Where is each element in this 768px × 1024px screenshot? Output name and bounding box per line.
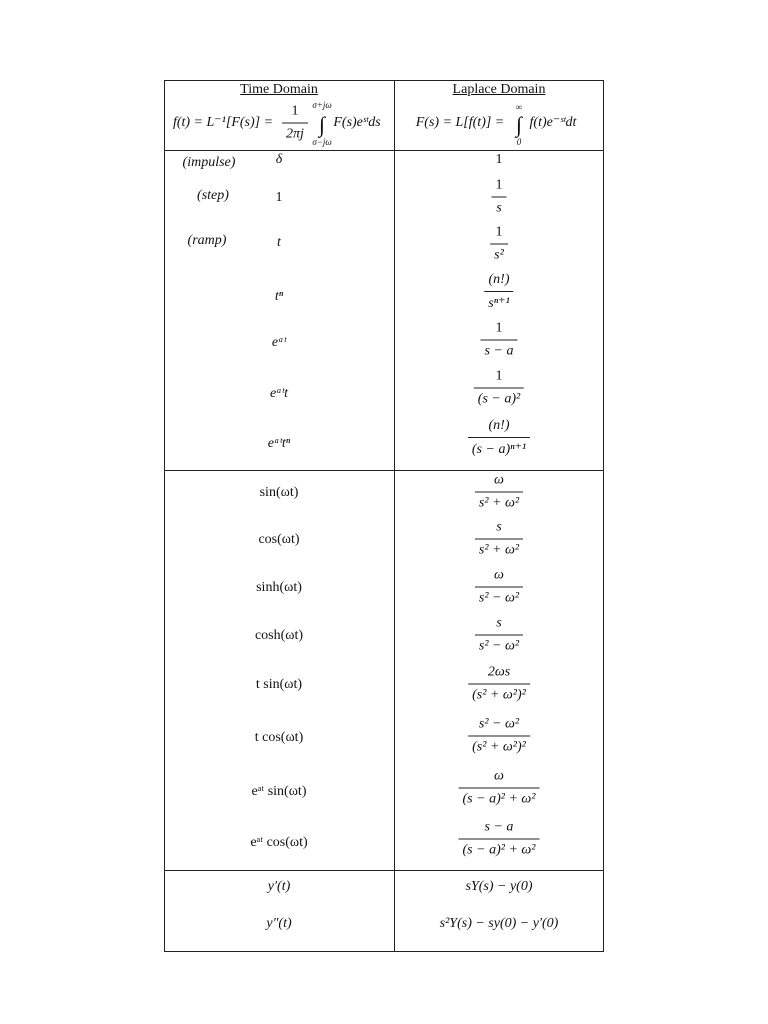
fraction-numerator: s² − ω² [478, 716, 520, 732]
impulse-label: (impulse) [182, 155, 236, 170]
fraction-numerator: 2ωs [487, 664, 511, 680]
fraction-denominator: s² − ω² [478, 638, 520, 654]
fraction-denominator: s² + ω² [478, 542, 520, 558]
header-divider [165, 150, 603, 151]
fraction-numerator: (n!) [488, 418, 510, 433]
time-function: y′(t) [267, 879, 291, 894]
laplace-function: sY(s) − y(0) [465, 879, 533, 894]
inverse-lower-limit: σ−jω [312, 137, 332, 147]
inverse-transform-lhs: f(t) = L⁻¹[F(s)] = [172, 115, 274, 130]
laplace-function: 1 [495, 152, 503, 167]
forward-lower-limit: 0 [516, 137, 522, 147]
laplace-fraction [484, 272, 513, 312]
fraction-numerator: 1 [495, 368, 503, 384]
time-function: eᵃᵗt [269, 386, 289, 401]
time-function: tⁿ [274, 289, 284, 304]
fraction-numerator: s [496, 519, 502, 535]
fraction-denominator: (s² + ω²)² [472, 739, 526, 755]
time-function: eᵃᵗ sin(ωt) [251, 784, 307, 799]
time-function: 1 [275, 190, 283, 205]
inverse-integrand: F(s)eˢᵗds [333, 115, 381, 130]
inverse-coef-numerator: 1 [291, 103, 299, 119]
fraction-numerator: 1 [495, 224, 503, 240]
laplace-fraction [475, 568, 523, 607]
integral-sign-icon: ∫ [515, 112, 523, 137]
fraction-denominator: s² + ω² [478, 495, 520, 511]
fraction-numerator: (n!) [488, 272, 510, 287]
laplace-transform-table [164, 80, 604, 952]
fraction-denominator: s² − ω² [478, 590, 520, 606]
ramp-label: (ramp) [187, 233, 227, 248]
column-divider [394, 81, 395, 951]
time-function: δ [275, 152, 283, 167]
laplace-domain-title: Laplace Domain [452, 82, 546, 97]
forward-integrand: f(t)e⁻ˢᵗdt [529, 115, 577, 130]
inverse-coef-denominator: 2πj [286, 126, 304, 142]
fraction-denominator: (s − a)² + ω² [462, 842, 536, 858]
inverse-upper-limit: σ+jω [312, 100, 332, 110]
laplace-fraction [475, 616, 523, 655]
time-function: eᵃᵗtⁿ [267, 436, 291, 451]
time-domain-title: Time Domain [240, 82, 318, 97]
step-label: (step) [197, 188, 229, 203]
fraction-numerator: s [496, 615, 502, 631]
fraction-numerator: 1 [495, 320, 503, 336]
fraction-denominator: (s − a)ⁿ⁺¹ [471, 442, 527, 457]
fraction-numerator: ω [494, 567, 504, 583]
fraction-denominator: sⁿ⁺¹ [488, 296, 510, 311]
integral-sign-icon: ∫ [318, 112, 326, 137]
laplace-function: s²Y(s) − sy(0) − y′(0) [439, 916, 559, 931]
fraction-numerator: s − a [484, 819, 514, 835]
fraction-denominator: (s² + ω²)² [472, 687, 526, 703]
laplace-fraction [492, 178, 507, 217]
forward-upper-limit: ∞ [515, 102, 523, 112]
laplace-fraction [459, 820, 540, 859]
time-function: sin(ωt) [259, 485, 299, 500]
time-function: t cos(ωt) [254, 730, 304, 745]
fraction-denominator: (s − a)² [477, 391, 521, 407]
time-function: t [277, 235, 281, 250]
time-function: y″(t) [266, 916, 292, 931]
fraction-denominator: s [496, 200, 502, 216]
fraction-denominator: (s − a)² + ω² [462, 791, 536, 807]
time-function: t sin(ωt) [255, 677, 303, 692]
laplace-fraction [468, 665, 530, 704]
laplace-fraction [475, 520, 523, 559]
section-divider-1 [165, 470, 603, 471]
fraction-numerator: ω [494, 768, 504, 784]
forward-transform-lhs: F(s) = L[f(t)] = [415, 115, 505, 130]
laplace-fraction [475, 473, 523, 512]
laplace-fraction [468, 717, 530, 756]
laplace-fraction [459, 769, 540, 808]
laplace-fraction [490, 225, 508, 264]
fraction-numerator: 1 [495, 177, 503, 193]
section-divider-2 [165, 870, 603, 871]
time-function: cosh(ωt) [254, 628, 304, 643]
laplace-fraction [481, 321, 518, 360]
laplace-fraction [468, 418, 530, 458]
fraction-denominator: s² [494, 247, 504, 263]
inverse-coefficient [282, 104, 308, 143]
time-function: eᵃᵗ cos(ωt) [250, 835, 308, 850]
fraction-denominator: s − a [484, 343, 514, 359]
laplace-fraction [474, 369, 524, 408]
time-function: eᵃᵗ [271, 335, 287, 350]
fraction-numerator: ω [494, 472, 504, 488]
time-function: sinh(ωt) [256, 580, 302, 595]
time-function: cos(ωt) [258, 532, 300, 547]
